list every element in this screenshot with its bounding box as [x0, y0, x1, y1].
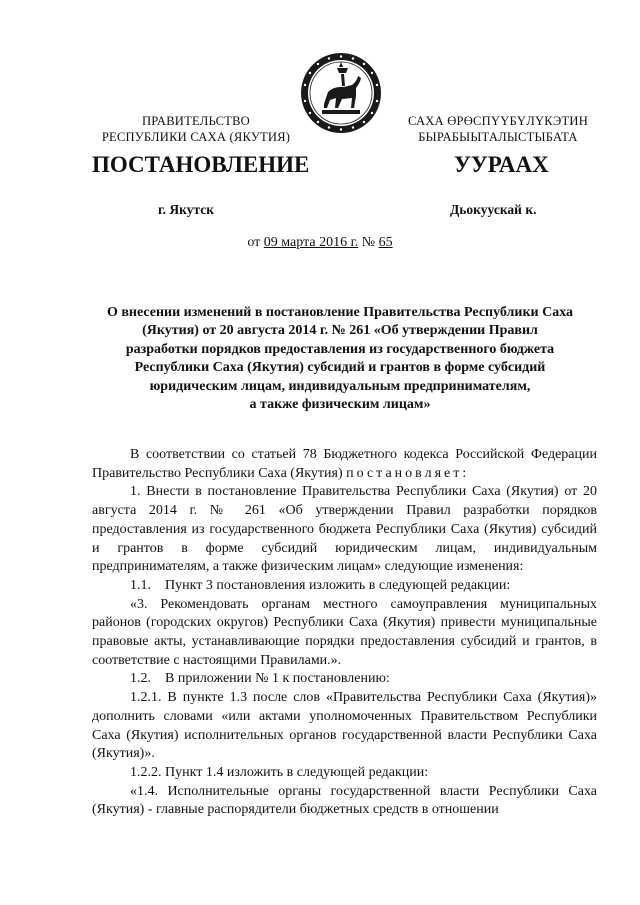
- city-russian: г. Якутск: [158, 202, 215, 217]
- decree-date-number: [0, 235, 640, 251]
- government-name-russian: [76, 113, 316, 145]
- paragraph-1: 1. Внести в постановление Правительства Республики Саха (Якутия) от 20 августа 2014 г. № 261 «Об утверждении Правил разработки порядков предоставления из государственного бюджета Республики Саха (Якутия) субсидий и грантов в форме субсидий юридическим лицам, индивидуальным предпринимателям, а также физическим лицам» следующие изменения:: [92, 484, 597, 575]
- paragraph-intro: [92, 446, 597, 483]
- subject-line: а также физическим лицам»: [249, 397, 431, 413]
- subject-line: юридическим лицам, индивидуальным предпринимателям,: [149, 378, 531, 394]
- paragraph-1-2-1: 1.2.1. В пункте 1.3 после слов «Правительства Республики Саха (Якутия)» дополнить словами «или актами уполномоченных Правительством Республики Саха (Якутия) исполнительных органов государственной власти Республики Саха (Якутия)».: [92, 690, 597, 762]
- subject-line: (Якутия) от 20 августа 2014 г. № 261 «Об утверждении Правил: [142, 323, 538, 339]
- paragraph-1-2: 1.2. В приложении № 1 к постановлению:: [130, 671, 390, 687]
- decree-date: 09 марта 2016 г.: [263, 235, 359, 250]
- intro-text: В соответствии со статьей 78 Бюджетного кодекса Российской Федерации Правительство Республики Саха (Якутия): [92, 447, 597, 481]
- decree-number: 65: [378, 235, 393, 250]
- decree-body: [92, 446, 597, 820]
- subject-line: Республики Саха (Якутия) субсидий и грантов в форме субсидий: [134, 360, 546, 376]
- document-title-russian: ПОСТАНОВЛЕНИЕ: [92, 152, 310, 177]
- government-name-yakut-line-2: БЫРАБЫЫТАЛЫСТЫБАТА: [418, 130, 578, 144]
- document-title-yakut: УУРААХ: [454, 152, 549, 177]
- paragraph-quote-1-4: «1.4. Исполнительные органы государственной власти Республики Саха (Якутия) - главные распорядители бюджетных средств в отношении: [92, 783, 597, 818]
- resolves-word: постановляет:: [346, 465, 470, 481]
- paragraph-quote-3: «3. Рекомендовать органам местного самоуправления муниципальных районов (городских округов) Республики Саха (Якутия) привести муниципальные правовые акты, устанавливающие порядки предоставления субсидий и грантов, в соответствие с настоящими Правилами.».: [92, 596, 597, 668]
- government-name-yakut-line-1: САХА ӨРӨСПҮҮБҮЛҮКЭТИН: [408, 114, 588, 128]
- paragraph-1-1: 1.1. Пункт 3 постановления изложить в следующей редакции:: [130, 577, 511, 593]
- decree-date-prefix: от: [247, 235, 261, 250]
- paragraph-1-2-2: 1.2.2. Пункт 1.4 изложить в следующей редакции:: [130, 764, 429, 780]
- city-yakut: Дьокуускай к.: [450, 202, 537, 217]
- subject-line: О внесении изменений в постановление Правительства Республики Саха: [106, 305, 574, 320]
- government-name-line-1: ПРАВИТЕЛЬСТВО: [142, 114, 250, 128]
- decree-number-sign: №: [361, 235, 376, 250]
- government-name-line-2: РЕСПУБЛИКИ САХА (ЯКУТИЯ): [101, 130, 291, 144]
- subject-line: разработки порядков предоставления из государственного бюджета: [125, 341, 555, 357]
- decree-subject: [80, 304, 600, 414]
- government-name-yakut: [378, 113, 618, 145]
